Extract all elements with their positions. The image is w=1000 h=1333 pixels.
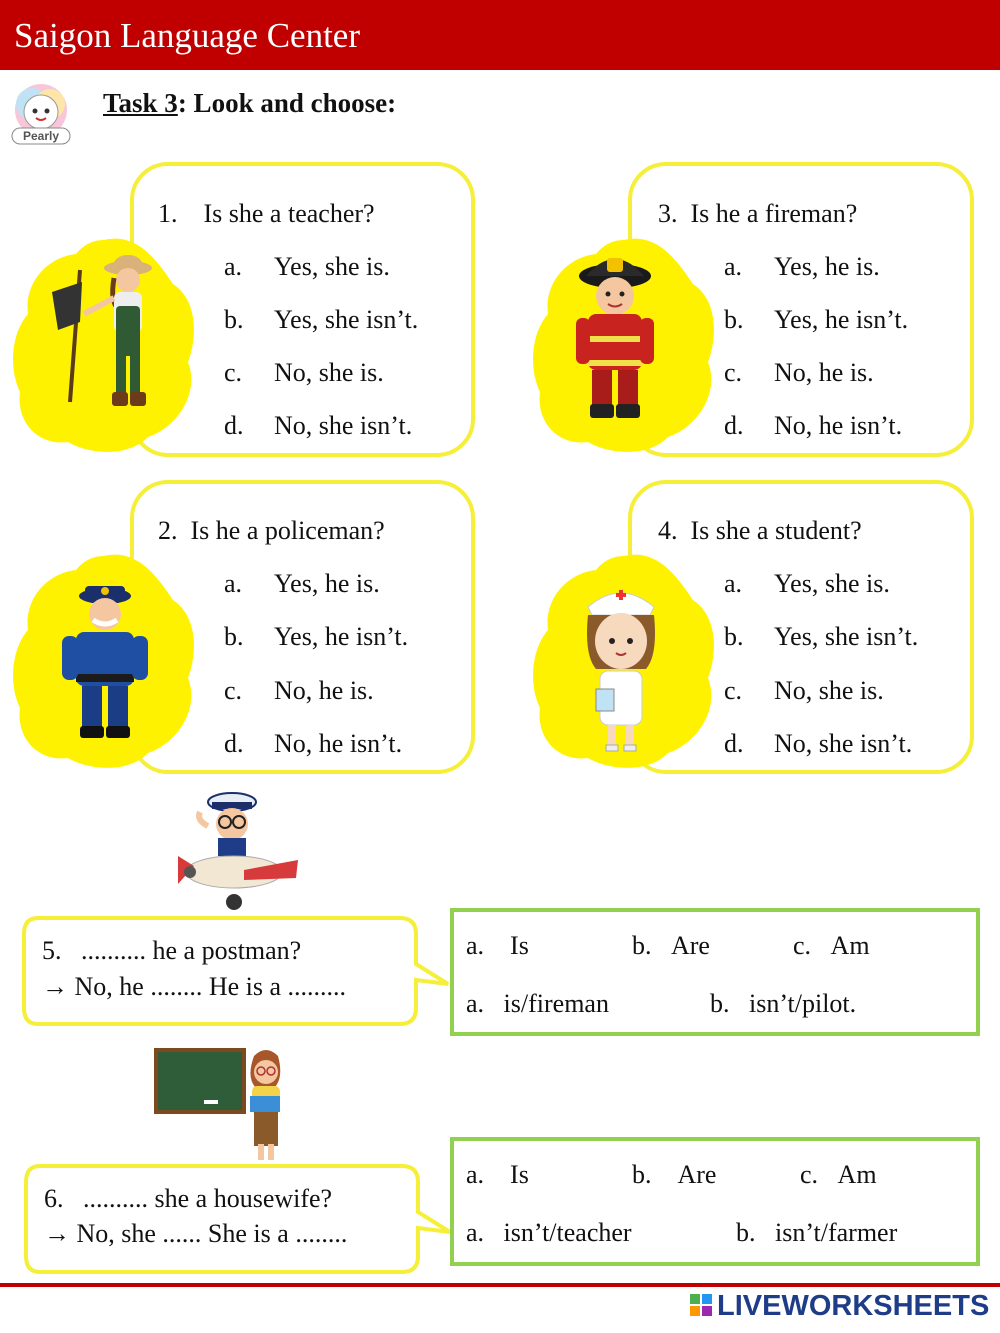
question-3-prompt: Is he a fireman? (690, 199, 858, 228)
option-letter: b. (632, 931, 652, 960)
teacher-icon (154, 1048, 294, 1166)
option-letter: b. (724, 305, 744, 334)
question-5-prompt: .......... he a postman? (81, 936, 302, 965)
question-6-line1 (44, 1184, 332, 1214)
option-text: Yes, he is. (774, 252, 880, 281)
question-2-text (158, 516, 385, 546)
option-3b[interactable] (724, 305, 908, 335)
question-6-line2: → No, she ...... She is a ........ (44, 1219, 348, 1248)
option-letter: a. (466, 1160, 485, 1189)
option-2b[interactable] (224, 622, 408, 652)
option-text: No, she isn’t. (774, 729, 913, 758)
liveworksheets-mark-icon (690, 1294, 714, 1320)
answer-6-row1-a[interactable] (466, 1160, 529, 1190)
question-3-text (658, 199, 857, 229)
nurse-icon (578, 585, 664, 753)
option-letter: a. (466, 931, 485, 960)
answer-6-row1-c[interactable] (800, 1160, 877, 1190)
option-2d[interactable] (224, 729, 402, 759)
policeman-icon (52, 582, 158, 742)
option-text: isn’t/pilot. (749, 989, 857, 1018)
option-letter: b. (710, 989, 730, 1018)
answer-5-row1-b[interactable] (632, 931, 710, 961)
svg-text:Pearly: Pearly (22, 129, 60, 143)
task-label: Task 3 (103, 88, 178, 118)
option-letter: b. (724, 622, 744, 651)
task-title (103, 88, 396, 119)
question-5-line1 (42, 936, 301, 966)
option-letter: d. (724, 729, 744, 758)
answer-5-row1-a[interactable] (466, 931, 529, 961)
option-text: is/fireman (503, 989, 609, 1018)
header-title: Saigon Language Center (14, 16, 361, 55)
pilot-icon (172, 786, 302, 914)
option-text: No, he is. (774, 358, 874, 387)
answer-5-row1-c[interactable] (793, 931, 870, 961)
answer-5-row2-b[interactable] (710, 989, 856, 1019)
option-text: No, she is. (274, 358, 384, 387)
option-text: Yes, she isn’t. (274, 305, 419, 334)
question-5-number: 5. (42, 936, 62, 965)
option-text: Yes, she is. (774, 569, 890, 598)
option-4d[interactable] (724, 729, 912, 759)
option-text: Am (830, 931, 870, 960)
option-2a[interactable] (224, 569, 380, 599)
option-text: Yes, she isn’t. (774, 622, 919, 651)
option-letter: d. (224, 411, 244, 440)
fireman-icon (560, 252, 670, 422)
answer-6-row2-a[interactable] (466, 1218, 632, 1248)
option-1c[interactable] (224, 358, 384, 388)
question-4-text (658, 516, 862, 546)
option-1d[interactable] (224, 411, 412, 441)
option-1a[interactable] (224, 252, 390, 282)
answer-6-row1-b[interactable] (632, 1160, 716, 1190)
option-letter: a. (466, 1218, 485, 1247)
question-2-number: 2. (158, 516, 178, 545)
footer-divider (0, 1283, 1000, 1287)
question-6-number: 6. (44, 1184, 64, 1213)
question-1-text (158, 199, 375, 229)
option-letter: c. (800, 1160, 819, 1189)
option-text: isn’t/farmer (775, 1218, 898, 1247)
option-letter: d. (224, 729, 244, 758)
option-4b[interactable] (724, 622, 918, 652)
question-4-prompt: Is she a student? (690, 516, 862, 545)
option-1b[interactable] (224, 305, 418, 335)
option-letter: b. (736, 1218, 756, 1247)
brand-text: LIVEWORKSHEETS (717, 1290, 990, 1322)
option-letter: a. (224, 569, 243, 598)
option-letter: c. (224, 676, 243, 705)
option-letter: b. (632, 1160, 652, 1189)
option-text: No, she is. (774, 676, 884, 705)
pearly-logo-icon (6, 80, 76, 146)
option-letter: c. (793, 931, 812, 960)
farmer-girl-icon (40, 252, 170, 412)
header-bar (0, 0, 1000, 70)
option-text: No, he isn’t. (274, 729, 403, 758)
option-text: No, she isn’t. (274, 411, 413, 440)
option-letter: b. (224, 622, 244, 651)
option-3a[interactable] (724, 252, 880, 282)
question-1-number: 1. (158, 199, 178, 228)
question-6-prompt: .......... she a housewife? (83, 1184, 333, 1213)
option-text: Am (837, 1160, 877, 1189)
option-letter: a. (724, 252, 743, 281)
answer-5-row2-a[interactable] (466, 989, 609, 1019)
option-letter: c. (724, 676, 743, 705)
option-4c[interactable] (724, 676, 884, 706)
option-4a[interactable] (724, 569, 890, 599)
option-letter: a. (724, 569, 743, 598)
option-letter: a. (224, 252, 243, 281)
option-text: Are (671, 931, 710, 960)
option-letter: a. (466, 989, 485, 1018)
option-letter: d. (724, 411, 744, 440)
option-text: Are (677, 1160, 717, 1189)
option-text: Yes, he isn’t. (774, 305, 909, 334)
option-text: Yes, he isn’t. (274, 622, 409, 651)
option-letter: c. (224, 358, 243, 387)
option-text: isn’t/teacher (503, 1218, 632, 1247)
answer-6-row2-b[interactable] (736, 1218, 897, 1248)
question-2-prompt: Is he a policeman? (190, 516, 385, 545)
liveworksheets-logo[interactable] (690, 1290, 989, 1330)
question-4-number: 4. (658, 516, 678, 545)
task-instruction: : Look and choose: (177, 88, 397, 118)
question-5-line2: → No, he ........ He is a ......... (42, 972, 347, 1001)
option-text: Yes, she is. (274, 252, 390, 281)
option-letter: b. (224, 305, 244, 334)
option-2c[interactable] (224, 676, 374, 706)
option-3d[interactable] (724, 411, 902, 441)
question-1-prompt: Is she a teacher? (203, 199, 375, 228)
option-3c[interactable] (724, 358, 874, 388)
question-3-number: 3. (658, 199, 678, 228)
option-text: Is (510, 1160, 529, 1189)
option-text: No, he is. (274, 676, 374, 705)
option-letter: c. (724, 358, 743, 387)
option-text: Is (510, 931, 529, 960)
option-text: Yes, he is. (274, 569, 380, 598)
option-text: No, he isn’t. (774, 411, 903, 440)
